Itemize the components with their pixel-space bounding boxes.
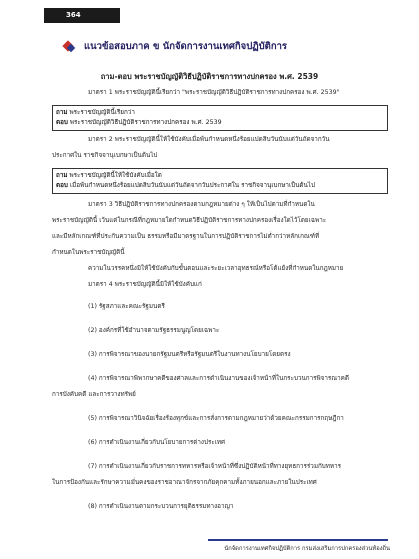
qa-subheading: ถาม-ตอบ พระราชบัญญัติวิธีปฏิบัติราชการทางปกครอง พ.ศ. 2539 bbox=[100, 72, 319, 81]
paragraph-section-3-line1: มาตรา 3 วิธีปฏิบัติราชการทางปกครองตามกฎหมายต่าง ๆ ให้เป็นไปตามที่กำหนดใน bbox=[88, 201, 315, 208]
question-line: ถาม พระราชบัญญัตินี้ให้ใช้บังคับเมื่อใด bbox=[56, 172, 162, 179]
list-item: (8) การดำเนินงานตามกระบวนการยุติธรรมทางอาญา bbox=[88, 503, 234, 510]
list-item: (4) การพิจารณาพิพากษาคดีของศาลและการดำเนินงานของเจ้าหน้าที่ในกระบวนการพิจารณาคดี bbox=[88, 375, 349, 382]
page-number-tab bbox=[44, 8, 120, 23]
paragraph-section-2-line2: ประกาศใน ราชกิจจานุเบกษาเป็นต้นไป bbox=[52, 152, 158, 159]
list-item: (7) การดำเนินงานเกี่ยวกับราชการทหารหรือเจ้าหน้าที่ซึ่งปฏิบัติหน้าที่ทางยุทธการร่วมกับทหาร bbox=[88, 463, 342, 470]
list-item: (2) องค์กรที่ใช้อำนาจตามรัฐธรรมนูญโดยเฉพาะ bbox=[88, 327, 220, 334]
answer-line: ตอบ พระราชบัญญัติวิธีปฏิบัติราชการทางปกครอง พ.ศ. 2539 bbox=[56, 119, 222, 126]
list-item: (6) การดำเนินงานเกี่ยวกับนโยบายการต่างประเทศ bbox=[88, 439, 226, 446]
question-line: ถาม พระราชบัญญัตินี้เรียกว่า bbox=[56, 109, 135, 116]
page-footer: นักจัดการงานเทศกิจปฏิบัติการ กรมส่งเสริมการปกครองส่วนท้องถิ่น bbox=[224, 546, 390, 552]
paragraph-section-4: มาตรา 4 พระราชบัญญัตินี้มิให้ใช้บังคับแก่ bbox=[88, 281, 202, 288]
footer-divider bbox=[208, 539, 388, 541]
qa-box-1 bbox=[52, 105, 388, 131]
page-number: 364 bbox=[66, 11, 81, 19]
paragraph-section-3-line4: กำหนดในพระราชบัญญัตินี้ bbox=[52, 249, 125, 256]
paragraph-section-1: มาตรา 1 พระราชบัญญัตินี้เรียกว่า "พระราชบัญญัติวิธีปฏิบัติราชการทางปกครอง พ.ศ. 2539" bbox=[88, 89, 340, 96]
list-item-continuation: การบังคับคดี และการวางทรัพย์ bbox=[52, 391, 136, 398]
answer-line: ตอบ เมื่อพ้นกำหนดหนึ่งร้อยแปดสิบวันนับแต่วันถัดจากวันประกาศใน ราชกิจจานุเบกษาเป็นต้นไป bbox=[56, 182, 315, 189]
list-item: (3) การพิจารณาของนายกรัฐมนตรีหรือรัฐมนตรีในงานทางนโยบายโดยตรง bbox=[88, 351, 291, 358]
list-item-continuation: ในการป้องกันและรักษาความมั่นคงของราชอาณาจักรจากภัยคุกคามทั้งภายนอกและภายในประเทศ bbox=[52, 479, 317, 486]
qa-box-2 bbox=[52, 168, 388, 194]
paragraph-section-3-line3: และมีหลักเกณฑ์ที่ประกันความเป็น ธรรมหรือมีมาตรฐานในการปฏิบัติราชการไม่ต่ำกว่าหลักเกณฑ์ที่ bbox=[52, 233, 320, 240]
paragraph-section-3-line2: พระราชบัญญัตินี้ เว้นแต่ในกรณีที่กฎหมายใดกำหนดวิธีปฏิบัติราชการทางปกครองเรื่องใดไว้โดยเฉพาะ bbox=[52, 217, 327, 224]
list-item: (1) รัฐสภาและคณะรัฐมนตรี bbox=[88, 303, 165, 310]
section-header bbox=[64, 38, 384, 56]
list-item: (5) การพิจารณาวินิจฉัยเรื่องร้องทุกข์และการสั่งการตามกฎหมายว่าด้วยคณะกรรมการกฤษฎีกา bbox=[88, 415, 344, 422]
paragraph-section-2-line1: มาตรา 2 พระราชบัญญัตินี้ให้ใช้บังคับเมื่อพ้นกำหนดหนึ่งร้อยแปดสิบวันนับแต่วันถัดจากวัน bbox=[88, 136, 330, 143]
paragraph-section-3-para2: ความในวรรคหนึ่งมิให้ใช้บังคับกับขั้นตอนและระยะเวลาอุทธรณ์หรือโต้แย้งที่กำหนดในกฎหมาย bbox=[88, 265, 344, 272]
section-title: แนวข้อสอบภาค ข นักจัดการงานเทศกิจปฏิบัติการ bbox=[84, 41, 288, 52]
